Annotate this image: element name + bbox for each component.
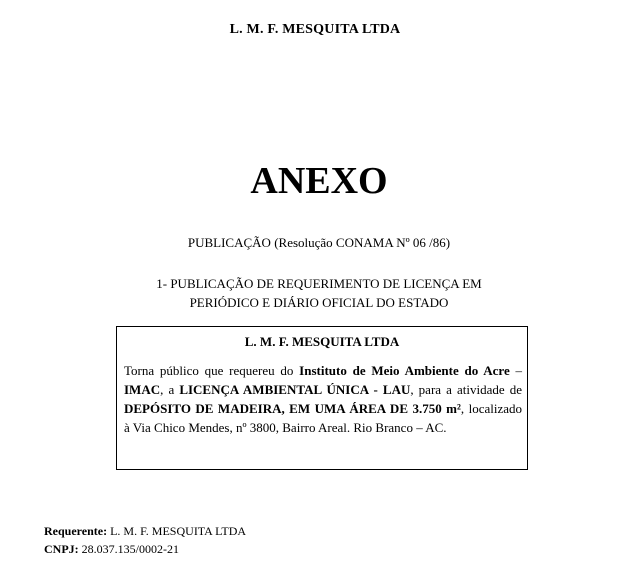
notice-license-type: LICENÇA AMBIENTAL ÚNICA - LAU [179,382,411,397]
notice-title: L. M. F. MESQUITA LTDA [244,334,400,349]
notice-text-located: , localizado [460,401,522,416]
notice-text-activity: , para a atividade de [410,382,522,397]
publication-reference: PUBLICAÇÃO (Resolução CONAMA Nº 06 /86) [187,235,451,250]
notice-text-intro: Torna público que requereu do [124,363,300,378]
notice-box [116,326,528,470]
notice-address: à Via Chico Mendes, nº 3800, Bairro Areal. Rio Branco – AC. [124,420,447,435]
footer [44,522,246,558]
notice-text-connector: , a [160,382,180,397]
request-heading-line-1: 1- PUBLICAÇÃO DE REQUERIMENTO DE LICENÇA EM [156,276,482,291]
request-heading-line-2: PERIÓDICO E DIÁRIO OFICIAL DO ESTADO [189,295,449,310]
cnpj-label: CNPJ: [44,542,79,556]
request-heading [0,274,630,312]
notice-institute-acronym: IMAC [124,382,161,397]
notice-body [124,361,522,437]
notice-line-1 [124,361,522,380]
cnpj-value: 28.037.135/0002-21 [78,542,180,556]
company-header: L. M. F. MESQUITA LTDA [229,22,401,37]
annex-title: ANEXO [250,160,388,202]
notice-line-4 [124,418,522,437]
requerente-label: Requerente: [44,524,108,538]
notice-line-3 [124,399,522,418]
cnpj-row [44,540,246,558]
requerente-row [44,522,246,540]
notice-institute-name: Instituto de Meio Ambiente do Acre [299,363,510,378]
notice-text-dash: – [509,363,522,378]
requerente-value: L. M. F. MESQUITA LTDA [107,524,247,538]
notice-activity-description: DEPÓSITO DE MADEIRA, EM UMA ÁREA DE 3.750 m² [124,401,461,416]
notice-line-2 [124,380,522,399]
